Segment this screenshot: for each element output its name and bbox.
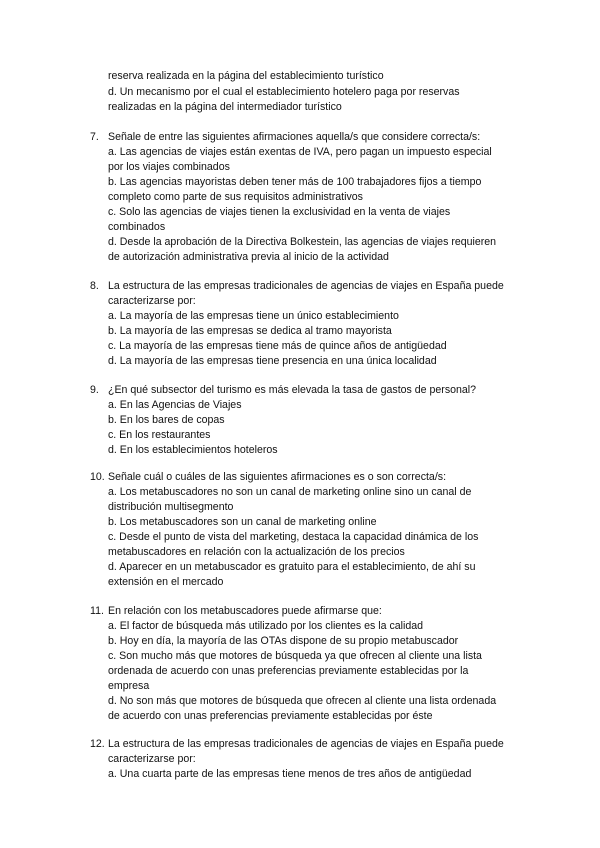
question-11-option-d: d. No son más que motores de búsqueda que ofrecen al cliente una lista ordenada: [108, 695, 497, 707]
question-10-option-a: a. Los metabuscadores no son un canal de marketing online sino un canal de: [108, 486, 472, 498]
question-7-text: Señale de entre las siguientes afirmaciones aquella/s que considere correcta/s:: [108, 131, 481, 143]
question-9-option-d: d. En los establecimientos hoteleros: [108, 444, 278, 456]
question-number-12: 12.: [90, 738, 105, 750]
question-8-option-a: a. La mayoría de las empresas tiene un único establecimiento: [108, 310, 399, 322]
question-7-option-c-cont: combinados: [108, 221, 166, 233]
question-10-option-d-cont: extensión en el mercado: [108, 576, 224, 588]
question-7-option-a: a. Las agencias de viajes están exentas de IVA, pero pagan un impuesto especial: [108, 146, 492, 158]
question-number-10: 10.: [90, 471, 105, 483]
question-number-11: 11.: [90, 605, 104, 617]
question-8-text: La estructura de las empresas tradicionales de agencias de viajes en España puede: [108, 280, 504, 292]
question-7-option-d-cont: de autorización administrativa previa al inicio de la actividad: [108, 251, 389, 263]
question-12-option-a: a. Una cuarta parte de las empresas tiene menos de tres años de antigüedad: [108, 768, 472, 780]
question-9-option-c: c. En los restaurantes: [108, 429, 211, 441]
question-12-text: La estructura de las empresas tradicionales de agencias de viajes en España puede: [108, 738, 504, 750]
question-10-text: Señale cuál o cuáles de las siguientes afirmaciones es o son correcta/s:: [108, 471, 447, 483]
question-11-option-a: a. El factor de búsqueda más utilizado por los clientes es la calidad: [108, 620, 424, 632]
intro-line: reserva realizada en la página del establecimiento turístico: [108, 70, 384, 82]
question-8-text-cont: caracterizarse por:: [108, 295, 196, 307]
question-8-option-d: d. La mayoría de las empresas tiene presencia en una única localidad: [108, 355, 437, 367]
question-number-7: 7.: [90, 131, 99, 143]
question-9-text: ¿En qué subsector del turismo es más elevada la tasa de gastos de personal?: [108, 384, 477, 396]
question-11-option-d-cont: de acuerdo con unas preferencias previamente establecidas por éste: [108, 710, 433, 722]
question-7-option-b-cont: completo como parte de sus requisitos administrativos: [108, 191, 363, 203]
question-10-option-a-cont: distribución multisegmento: [108, 501, 234, 513]
question-8-option-c: c. La mayoría de las empresas tiene más de quince años de antigüedad: [108, 340, 447, 352]
question-11-option-b: b. Hoy en día, la mayoría de las OTAs dispone de su propio metabuscador: [108, 635, 459, 647]
question-12-text-cont: caracterizarse por:: [108, 753, 196, 765]
question-8-option-b: b. La mayoría de las empresas se dedica al tramo mayorista: [108, 325, 392, 337]
intro-line: realizadas en la página del intermediador turístico: [108, 101, 342, 113]
question-7-option-d: d. Desde la aprobación de la Directiva Bolkestein, las agencias de viajes requieren: [108, 236, 497, 248]
question-7-option-a-cont: por los viajes combinados: [108, 161, 230, 173]
question-number-8: 8.: [90, 280, 99, 292]
question-10-option-c-cont: metabuscadores en relación con la actualización de los precios: [108, 546, 405, 558]
question-9-option-b: b. En los bares de copas: [108, 414, 225, 426]
intro-line: d. Un mecanismo por el cual el establecimiento hotelero paga por reservas: [108, 86, 460, 98]
question-number-9: 9.: [90, 384, 99, 396]
question-11-option-c: c. Son mucho más que motores de búsqueda ya que ofrecen al cliente una lista: [108, 650, 482, 662]
question-11-text: En relación con los metabuscadores puede afirmarse que:: [108, 605, 382, 617]
question-7-option-b: b. Las agencias mayoristas deben tener más de 100 trabajadores fijos a tiempo: [108, 176, 482, 188]
question-11-option-c-cont: ordenada de acuerdo con unas preferencias previamente establecidas por la: [108, 665, 469, 677]
question-10-option-c: c. Desde el punto de vista del marketing, destaca la capacidad dinámica de los: [108, 531, 479, 543]
question-10-option-d: d. Aparecer en un metabuscador es gratuito para el establecimiento, de ahí su: [108, 561, 476, 573]
question-9-option-a: a. En las Agencias de Viajes: [108, 399, 242, 411]
question-11-option-c-cont: empresa: [108, 680, 150, 692]
question-10-option-b: b. Los metabuscadores son un canal de marketing online: [108, 516, 377, 528]
question-7-option-c: c. Solo las agencias de viajes tienen la exclusividad en la venta de viajes: [108, 206, 451, 218]
